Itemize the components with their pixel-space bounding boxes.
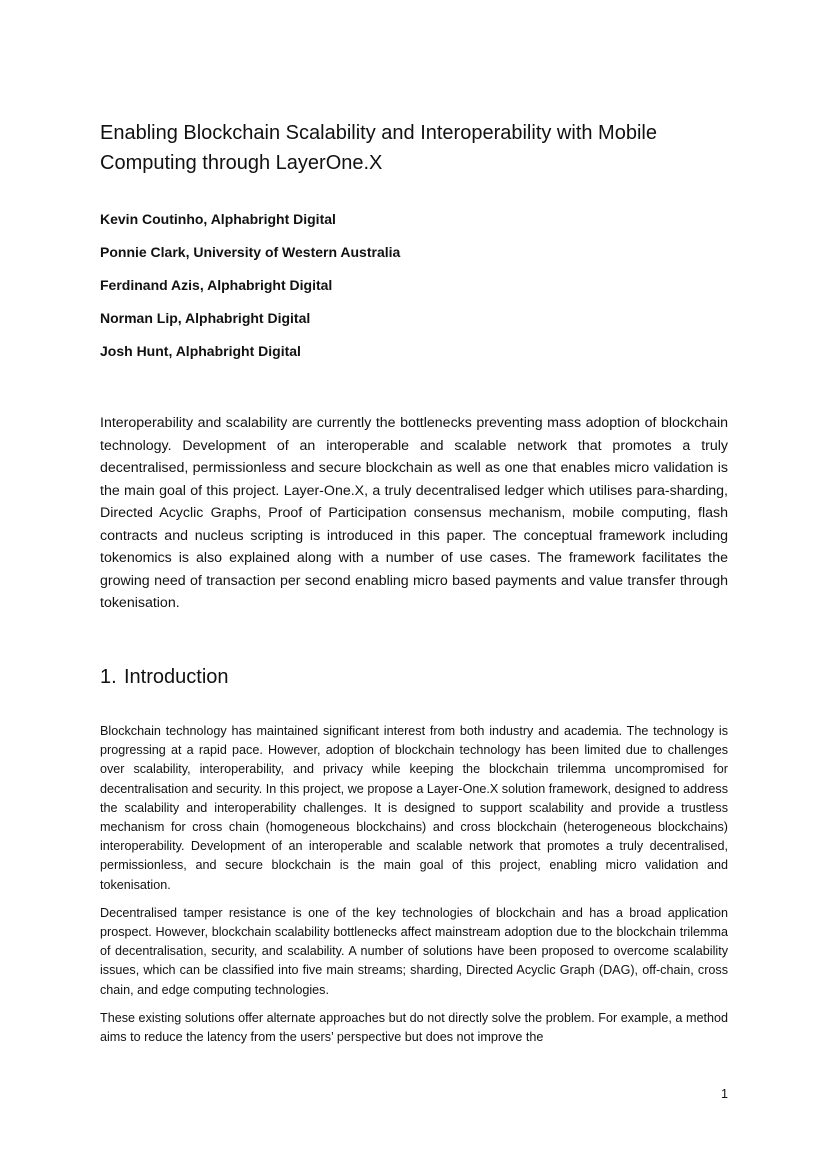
page-number: 1 xyxy=(720,1087,728,1101)
section-number: 1. xyxy=(100,666,117,688)
paper-title: Enabling Blockchain Scalability and Interoperability with Mobile Computing through LayerOne.X xyxy=(100,122,657,174)
section-title: Introduction xyxy=(124,666,229,688)
author-list xyxy=(100,208,728,373)
author-entry: Josh Hunt, Alphabright Digital xyxy=(100,343,301,359)
abstract-paragraph: Interoperability and scalability are currently the bottlenecks preventing mass adoption of blockchain technology. Development of an interoperable and scalable network that promotes a truly decentralised, permissionless and secure blockchain as well as one that enables micro validation is the main goal of this project. Layer-One.X, a truly decentralised ledger which utilises para-sharding, Directed Acyclic Graphs, Proof of Participation consensus mechanism, mobile computing, flash contracts and nucleus scripting is introduced in this paper. The conceptual framework including tokenomics is also explained along with a number of use cases. The framework facilitates the growing need of transaction per second enabling micro based payments and value transfer through tokenisation. xyxy=(100,415,728,611)
author-entry: Ponnie Clark, University of Western Australia xyxy=(100,244,401,260)
section-body xyxy=(100,722,728,1056)
section-heading xyxy=(100,662,728,692)
author-entry: Ferdinand Azis, Alphabright Digital xyxy=(100,277,333,293)
body-paragraph: Decentralised tamper resistance is one of the key technologies of blockchain and has a broad application prospect. However, blockchain scalability bottlenecks affect mainstream adoption due to the blockchain trilemma of decentralisation, security, and scalability. A number of solutions have been proposed to overcome scalability issues, which can be classified into five main streams; sharding, Directed Acyclic Graph (DAG), off-chain, cross chain, and edge computing technologies. xyxy=(100,905,728,997)
body-paragraph: Blockchain technology has maintained significant interest from both industry and academia. The technology is progressing at a rapid pace. However, adoption of blockchain technology has been limited due to challenges over scalability, interoperability, and privacy while keeping the blockchain trilemma uncompromised for decentralisation and security. In this project, we propose a Layer-One.X solution framework, designed to address the scalability and interoperability challenges. It is designed to support scalability and provide a trustless mechanism for cross chain (homogeneous blockchains) and cross blockchain (heterogeneous blockchains) interoperability. Development of an interoperable and scalable network that promotes a truly decentralised, permissionless, and secure blockchain is the main goal of this project, enabling micro validation and tokenisation. xyxy=(100,724,728,892)
author-entry: Norman Lip, Alphabright Digital xyxy=(100,310,311,326)
body-paragraph: These existing solutions offer alternate approaches but do not directly solve the problem. For example, a method aims to reduce the latency from the users’ perspective but does not improve the xyxy=(100,1010,728,1045)
author-entry: Kevin Coutinho, Alphabright Digital xyxy=(100,211,336,227)
